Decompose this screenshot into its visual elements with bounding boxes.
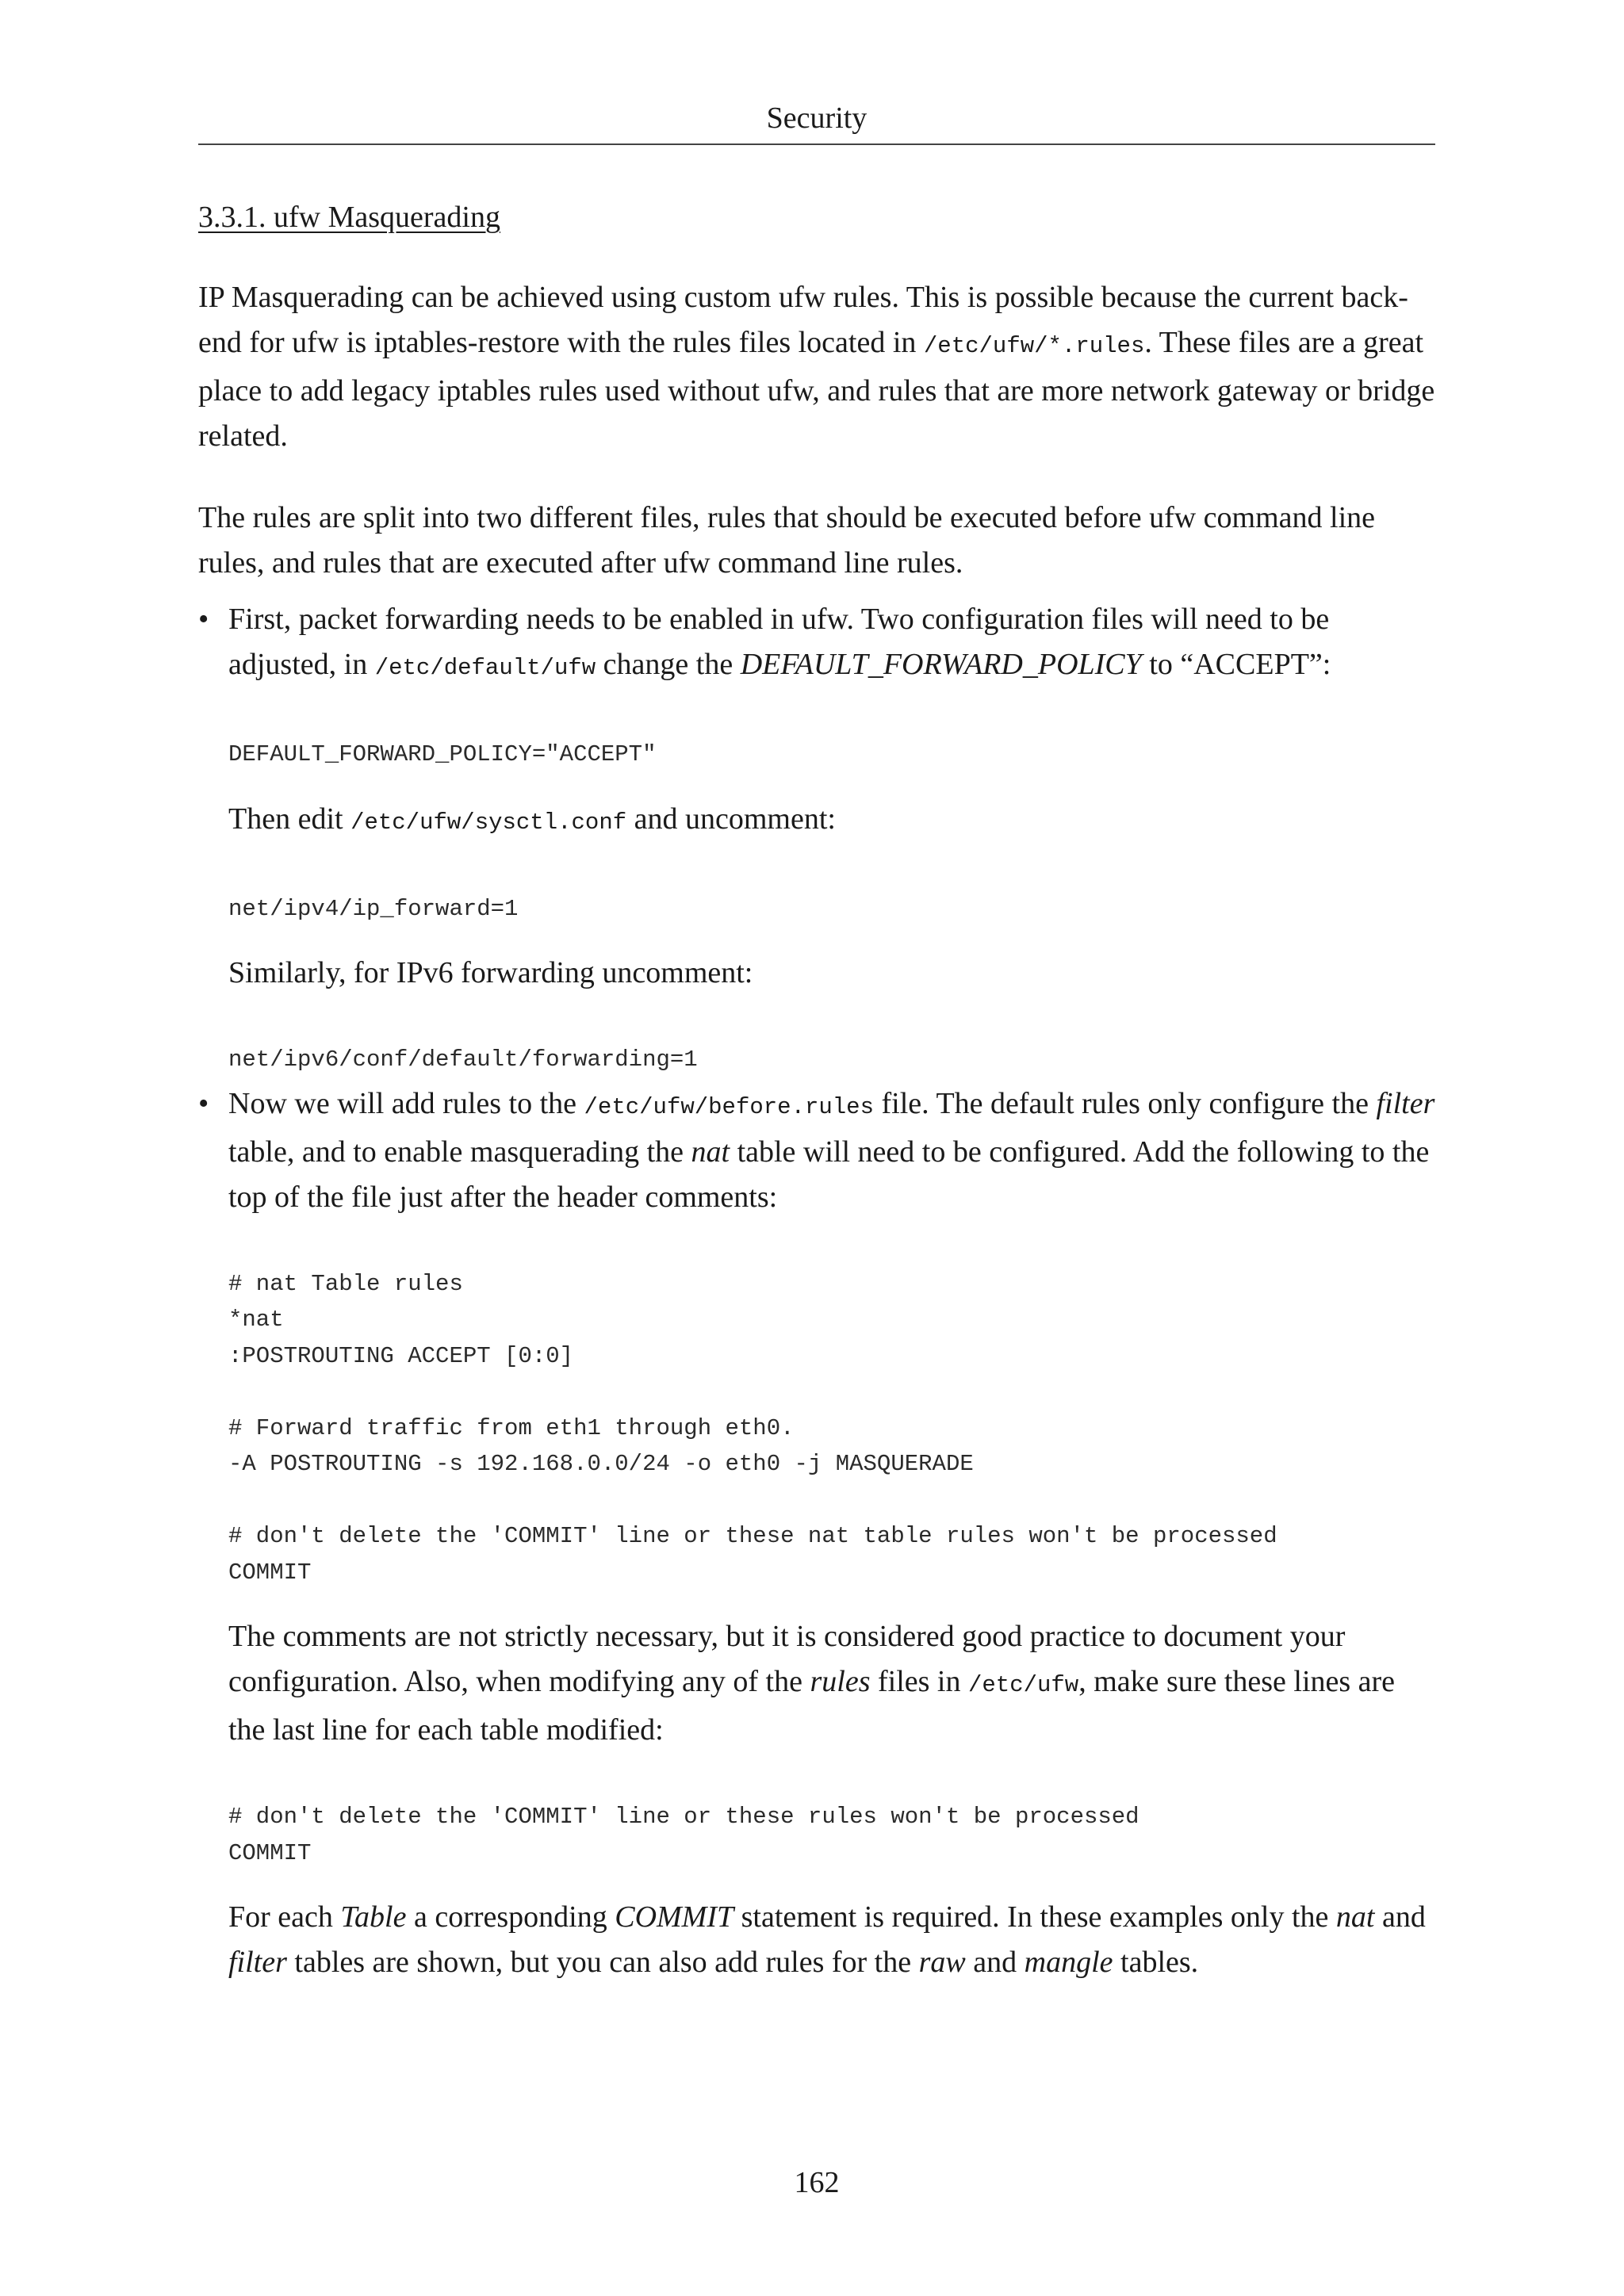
emphasis-text: nat [1335,1900,1375,1934]
text-run: files in [870,1665,968,1698]
emphasis-text: nat [691,1135,730,1169]
text-run: Then edit [228,802,351,836]
emphasis-text: Table [340,1900,407,1934]
code-block-default-forward-policy: DEFAULT_FORWARD_POLICY="ACCEPT" [228,741,657,767]
text-run: and [1374,1900,1426,1934]
text-run: , make sure these lines are the last line for each table modified: [228,1665,1396,1747]
text-run: to “ACCEPT”: [1141,648,1331,681]
text-run: and [965,1946,1025,1979]
code-block-ipv4-forward: net/ipv4/ip_forward=1 [228,895,519,922]
code-block-ipv6-forward: net/ipv6/conf/default/forwarding=1 [228,1047,698,1073]
running-header: Security [766,101,868,135]
page-content [198,195,1435,1985]
emphasis-text: rules [810,1665,871,1698]
paragraph-commit-statement [228,1895,1435,1985]
text-run: For each [228,1900,341,1934]
text-run: change the [596,648,741,681]
inline-code-path: /etc/ufw/before.rules [584,1093,874,1120]
bullet-icon: • [198,1086,209,1120]
inline-code-path: /etc/ufw [967,1672,1079,1698]
emphasis-text: COMMIT [615,1900,734,1934]
paragraph-edit-sysctl [228,797,1435,845]
emphasis-text: mangle [1024,1946,1113,1979]
paragraph-ipv6-forwarding: Similarly, for IPv6 forwarding uncomment: [228,956,753,989]
paragraph-rules-split [198,496,1435,586]
text-run: a corresponding [406,1900,615,1934]
text-run: Now we will add rules to the [228,1086,584,1120]
text-run: First, packet forwarding needs to be enabled in ufw. Two configuration files will need to be adjusted, in [228,603,1330,681]
inline-code-path: /etc/ufw/sysctl.conf [350,809,627,836]
text-run: table will need to be configured. Add the following to the top of the file just after the header comments: [228,1135,1430,1214]
inline-code-path: /etc/ufw/*.rules [923,333,1145,359]
code-block-nat-table-rules: # nat Table rules *nat :POSTROUTING ACCEPT [0:0] # Forward traffic from eth1 through eth0. -A POSTROUTING -s 192.168.0.0/24 -o eth0 -j MASQUERADE # don't delete the 'COMMIT' line or these nat table rules won't be processed COMMIT [228,1270,1277,1586]
steps-list [198,597,1435,1985]
paragraph-comments-practice [228,1614,1435,1753]
text-run: . These files are a great place to add legacy iptables rules used without ufw, and rules that are more network gateway or bridge related. [198,326,1435,453]
emphasis-text: raw [918,1946,966,1979]
text-run: tables. [1113,1946,1199,1979]
paragraph-masquerading-intro [198,275,1435,459]
bullet-icon: • [198,603,209,636]
emphasis-text: filter [1376,1086,1435,1120]
text-run: statement is required. In these examples only the [733,1900,1336,1934]
section-heading: 3.3.1. ufw Masquerading [198,201,500,234]
text-run: The rules are split into two different files, rules that should be executed before ufw command line rules, and rules that are executed after ufw command line rules. [198,501,1376,580]
list-item-forwarding [198,597,1435,1078]
paragraph-forwarding-intro [228,597,1435,691]
text-run: tables are shown, but you can also add rules for the [286,1946,919,1979]
text-run: IP Masquerading can be achieved using custom ufw rules. This is possible because the current back-end for ufw is iptables-restore with the rules files located in [198,281,1408,359]
code-block-commit-line: # don't delete the 'COMMIT' line or these rules won't be processed COMMIT [228,1804,1139,1866]
text-run: table, and to enable masquerading the [228,1135,691,1169]
inline-code-path: /etc/default/ufw [374,655,596,681]
emphasis-text: DEFAULT_FORWARD_POLICY [740,648,1142,681]
page-number: 162 [794,2166,840,2199]
text-run: and uncomment: [626,802,836,836]
text-run: file. The default rules only configure the [874,1086,1377,1120]
header-divider [198,144,1435,145]
paragraph-before-rules-intro [228,1081,1435,1220]
document-page [198,0,1435,2296]
text-run: The comments are not strictly necessary, but it is considered good practice to document your configuration. Also, when modifying any of the [228,1620,1346,1698]
list-item-nat-rules [198,1081,1435,1986]
emphasis-text: filter [228,1946,287,1979]
